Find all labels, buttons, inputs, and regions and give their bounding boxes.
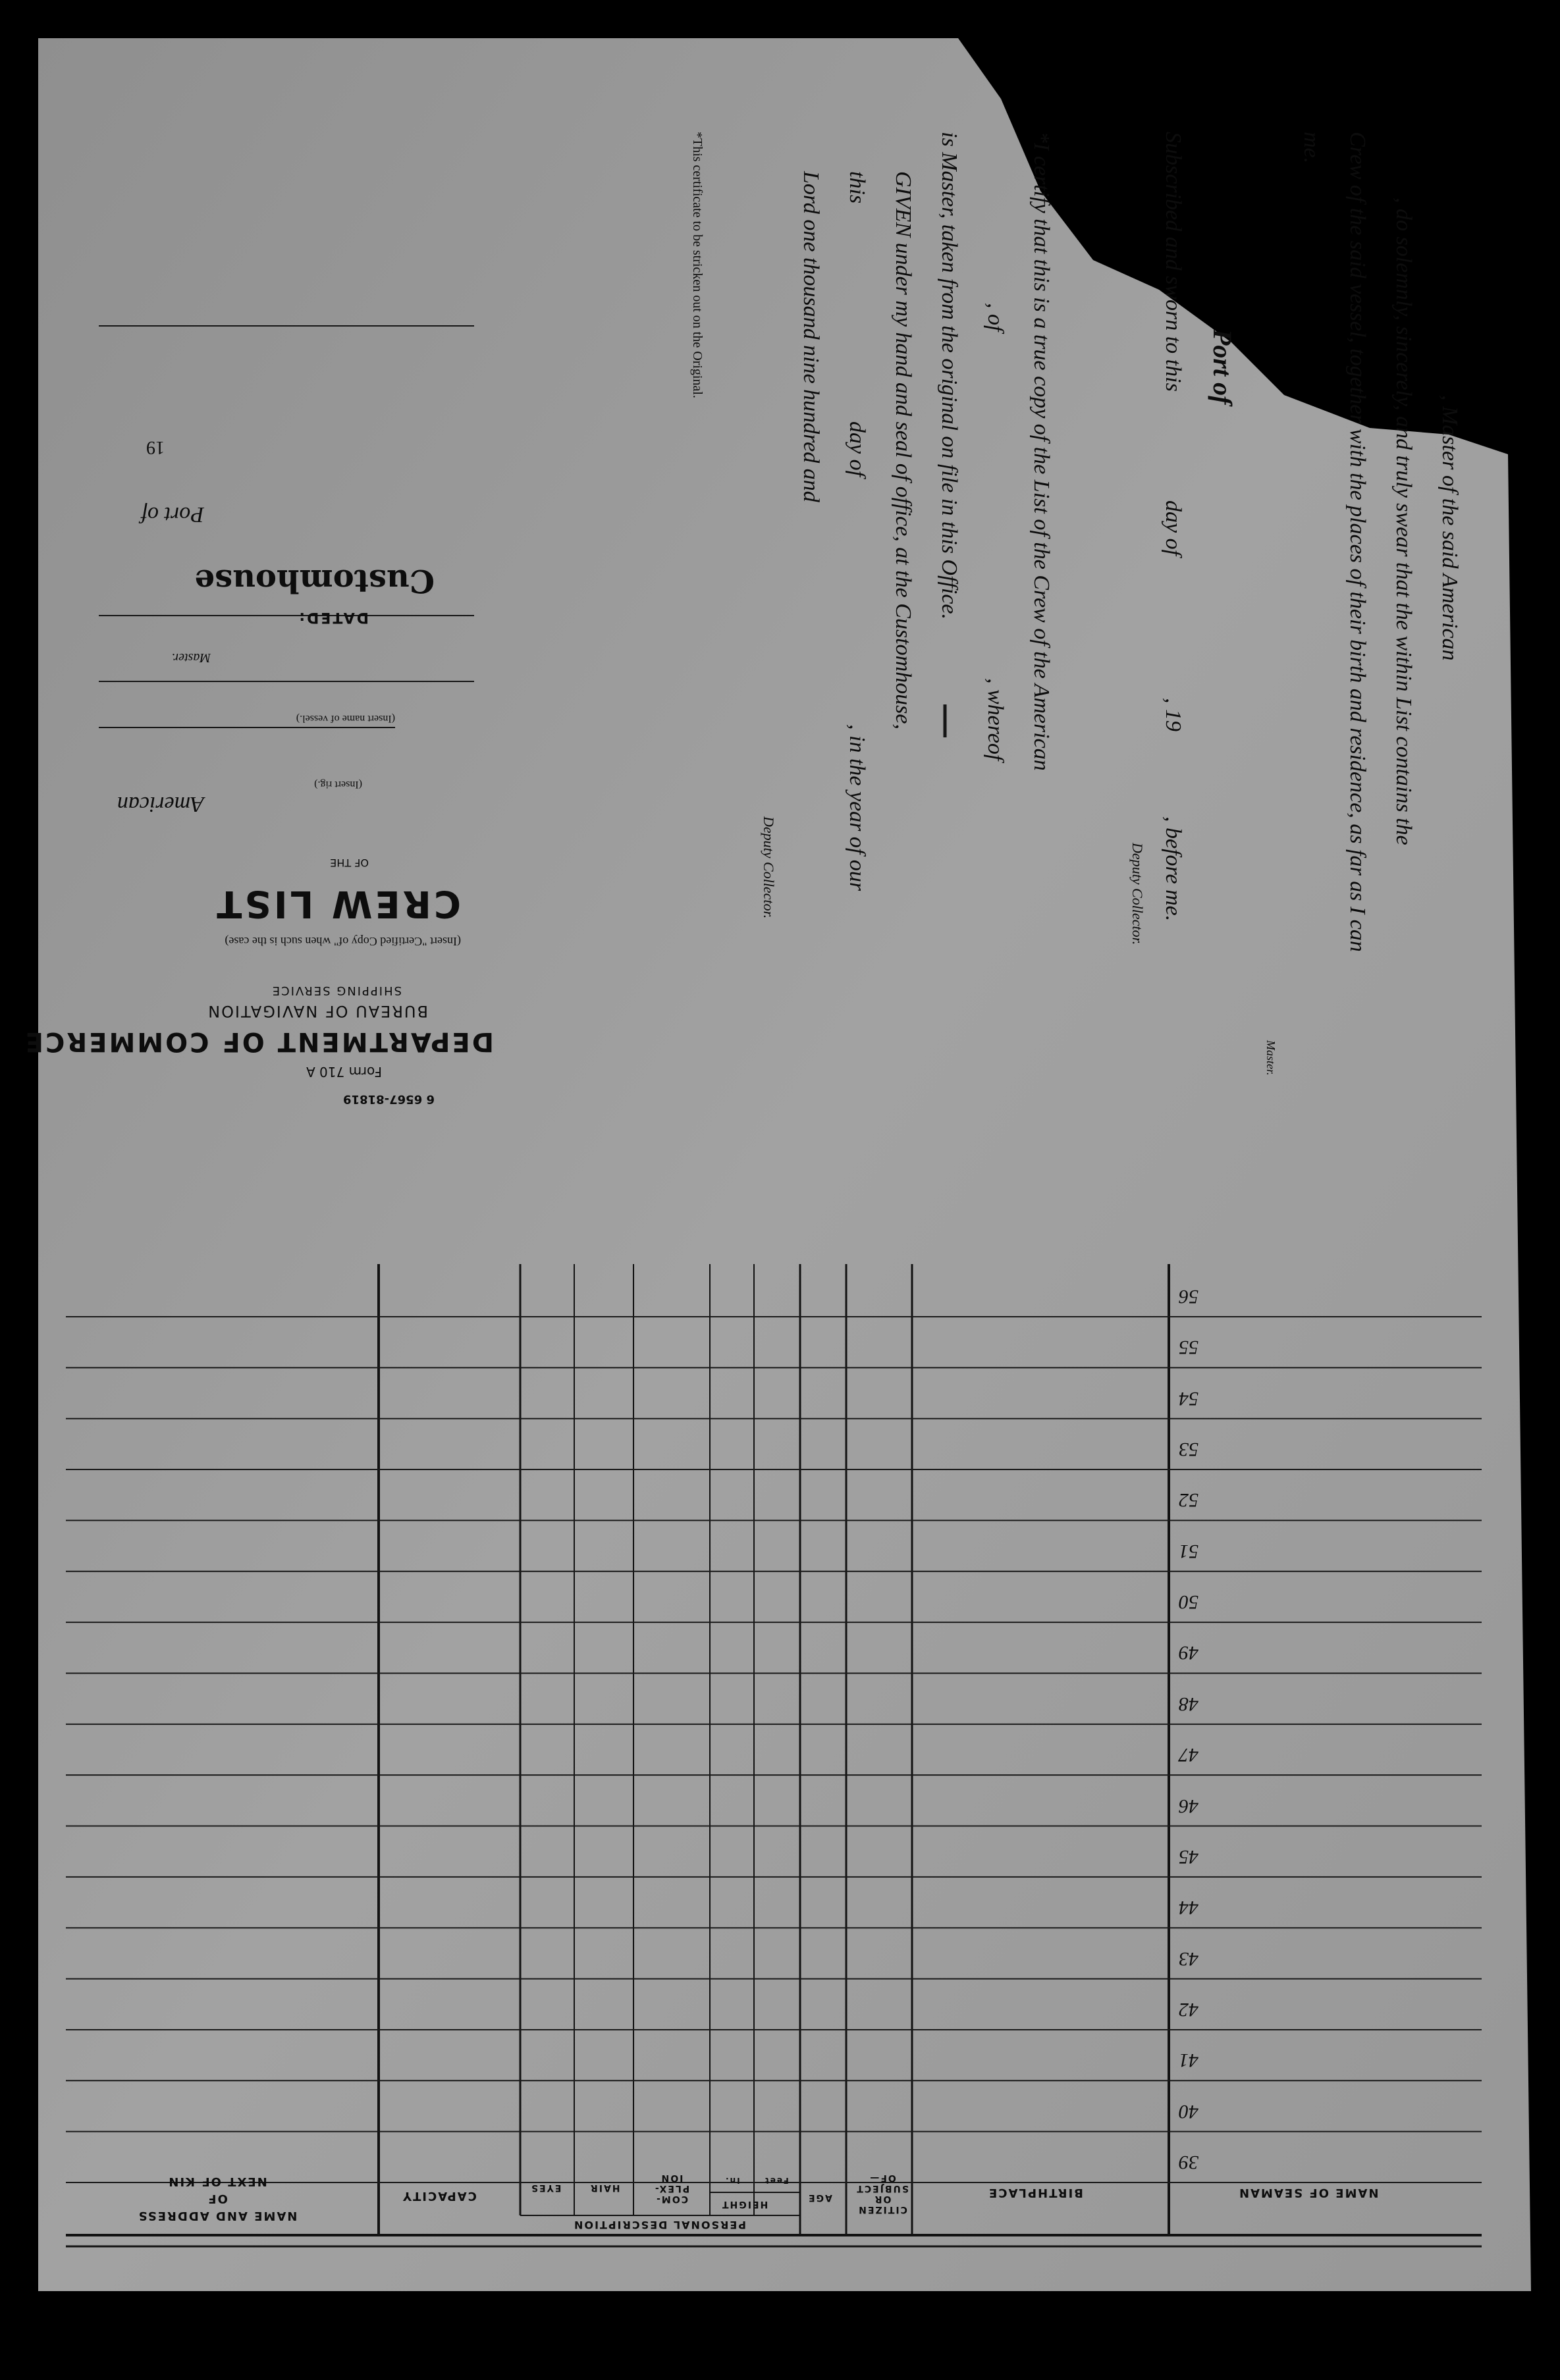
certificate-line-1: *I certify that this is a true copy of the List of the Crew of the American	[1029, 132, 1054, 771]
oath-master: Master.	[1264, 1040, 1278, 1076]
certificate-line-2a: , of	[983, 303, 1008, 332]
certificate-line-5b: day of	[845, 421, 869, 477]
master-label: Master.	[171, 650, 211, 665]
header-eyes: EYES	[530, 2182, 562, 2193]
certificate-line-3: is Master, taken from the original on file in this Office.	[937, 132, 961, 620]
department-heading: DEPARTMENT OF COMMERCE	[23, 1026, 494, 1057]
year-prefix: 19	[146, 437, 165, 458]
header-name: NAME OF SEAMAN	[1238, 2186, 1379, 2200]
header-birthplace: BIRTHPLACE	[988, 2186, 1083, 2200]
rig-note: (Insert rig.)	[314, 779, 362, 790]
oath-port: Port of	[1208, 329, 1237, 405]
row-number: 55	[1179, 1336, 1198, 1359]
header-hair: HAIR	[589, 2182, 620, 2193]
row-number: 42	[1179, 1998, 1198, 2021]
oath-subscribed: Subscribed and sworn to this	[1161, 132, 1185, 392]
header-personal-description: PERSONAL DESCRIPTION	[573, 2219, 746, 2231]
header-complexion: COM- PLEX- ION	[653, 2173, 690, 2204]
oath-line-4: me.	[1299, 132, 1324, 164]
certificate-line-5a: this	[845, 171, 869, 204]
row-number: 44	[1179, 1897, 1198, 1919]
row-number: 41	[1179, 2049, 1198, 2072]
header-age: AGE	[807, 2192, 832, 2203]
row-number: 53	[1179, 1439, 1198, 1461]
crew-list-title: CREW LIST	[214, 882, 461, 925]
row-number: 43	[1179, 1947, 1198, 1970]
form-number: Form 710 A	[306, 1064, 382, 1080]
row-number: 54	[1179, 1387, 1198, 1410]
row-number: 39	[1179, 2152, 1198, 2173]
row-number: 49	[1179, 1642, 1198, 1664]
port-of-label: Port of	[141, 502, 204, 527]
certified-note: (Insert "Certified Copy of" when such is the case)	[225, 935, 461, 948]
header-height: HEIGHT	[721, 2199, 768, 2209]
bureau-heading: BUREAU OF NAVIGATION	[207, 1002, 428, 1020]
oath-day-of: day of	[1161, 500, 1185, 556]
vessel-note: (Insert name of vessel.)	[296, 713, 395, 724]
service-heading: SHIPPING SERVICE	[271, 984, 402, 997]
oath-year: , 19	[1161, 698, 1185, 731]
of-the-label: OF THE	[330, 857, 369, 869]
certificate-line-4: GIVEN under my hand and seal of office, at the Customhouse,	[891, 171, 915, 730]
form-code: 6 6567-81819	[343, 1092, 435, 1106]
certificate-line-6: Lord one thousand nine hundred and	[799, 171, 823, 502]
oath-deputy: Deputy Collector.	[1129, 843, 1146, 945]
oath-before-me: , before me.	[1161, 816, 1185, 922]
oath-line-2: , do solemnly, sincerely, and truly swear that the within List contains the	[1391, 198, 1416, 845]
row-number: 47	[1179, 1744, 1198, 1766]
header-capacity: CAPACITY	[402, 2189, 477, 2203]
certificate-line-5c: , in the year of our	[845, 724, 869, 891]
row-number: 50	[1179, 1591, 1198, 1614]
row-number: 45	[1179, 1845, 1198, 1868]
row-number: 52	[1179, 1489, 1198, 1512]
row-number: 40	[1179, 2100, 1198, 2123]
certificate-line-2b: , whereof	[983, 678, 1008, 761]
header-next-of-kin: NAME AND ADDRESS OF NEXT OF KIN	[137, 2175, 298, 2223]
oath-line-1: , Master of the said American	[1438, 395, 1462, 661]
header-inches: In.	[724, 2176, 740, 2185]
header-feet: Feet	[764, 2176, 789, 2185]
header-citizen: CITIZEN OR SUBJECT OF—	[855, 2173, 909, 2215]
american-label: American	[117, 792, 204, 816]
row-number: 56	[1179, 1286, 1198, 1308]
customhouse-label: Customhouse	[194, 562, 435, 599]
row-number: 46	[1179, 1795, 1198, 1817]
row-number: 48	[1179, 1693, 1198, 1715]
dated-label: DATED:	[297, 609, 369, 625]
certificate-deputy: Deputy Collector.	[761, 816, 777, 919]
certificate-footnote: *This certificate to be stricken out on the Original.	[690, 132, 705, 398]
oath-line-3: Crew of the said vessel, together with the places of their birth and residence, as far as I can	[1345, 132, 1370, 952]
row-number: 51	[1179, 1540, 1198, 1562]
